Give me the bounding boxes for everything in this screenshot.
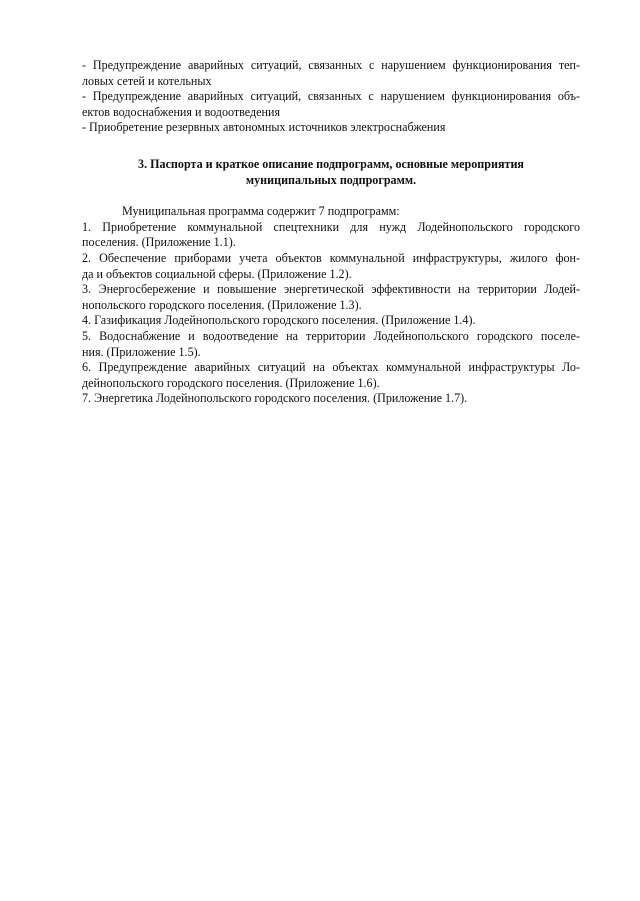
subprogram-line: 1. Приобретение коммунальной спецтехники для нужд Лодейнопольского городского: [82, 219, 580, 234]
subprogram-item-4: [82, 313, 580, 329]
subprogram-line: 3. Энергосбережение и повышение энергетической эффективности на территории Лодей-: [82, 282, 580, 297]
subprogram-line: 6. Предупреждение аварийных ситуаций на объектах коммунальной инфраструктуры Ло-: [82, 360, 580, 375]
bullet-line: - Приобретение резервных автономных источников электроснабжения: [82, 120, 446, 135]
bullet-list: [82, 58, 580, 136]
subprogram-line: 4. Газификация Лодейнопольского городского поселения. (Приложение 1.4).: [82, 313, 476, 328]
subprogram-line: ния. (Приложение 1.5).: [82, 344, 201, 359]
section-intro: Муниципальная программа содержит 7 подпрограмм:: [122, 204, 400, 219]
bullet-line: ловых сетей и котельных: [82, 73, 212, 88]
subprogram-item-6: [82, 360, 580, 391]
section-heading-line-1: 3. Паспорта и краткое описание подпрограмм, основные мероприятия: [138, 156, 524, 171]
section-heading: [82, 157, 580, 188]
subprogram-line: нопольского городского поселения. (Приложение 1.3).: [82, 297, 362, 312]
subprogram-line: 7. Энергетика Лодейнопольского городского поселения. (Приложение 1.7).: [82, 391, 468, 406]
bullet-item-power: [82, 120, 580, 136]
subprogram-item-5: [82, 329, 580, 360]
bullet-line: - Предупреждение аварийных ситуаций, связанных с нарушением функционирования теп-: [82, 58, 580, 72]
document-page: [82, 58, 580, 407]
subprogram-line: дейнопольского городского поселения. (Приложение 1.6).: [82, 375, 380, 390]
bullet-item-water: [82, 89, 580, 120]
subprogram-list: [82, 220, 580, 407]
section-heading-line-2: муниципальных подпрограмм.: [245, 172, 417, 187]
subprogram-item-3: [82, 282, 580, 313]
bullet-line: - Предупреждение аварийных ситуаций, связанных с нарушением функционирования объ-: [82, 89, 580, 104]
subprogram-line: поселения. (Приложение 1.1).: [82, 235, 236, 250]
subprogram-line: да и объектов социальной сферы. (Приложение 1.2).: [82, 266, 352, 281]
subprogram-line: 2. Обеспечение приборами учета объектов коммунальной инфраструктуры, жилого фон-: [82, 250, 580, 265]
bullet-item-heating: [82, 58, 580, 89]
subprogram-item-1: [82, 220, 580, 251]
bullet-line: ектов водоснабжения и водоотведения: [82, 104, 281, 119]
subprogram-line: 5. Водоснабжение и водоотведение на территории Лодейнопольского городского поселе-: [82, 328, 580, 343]
subprogram-item-2: [82, 251, 580, 282]
subprogram-item-7: [82, 391, 580, 407]
